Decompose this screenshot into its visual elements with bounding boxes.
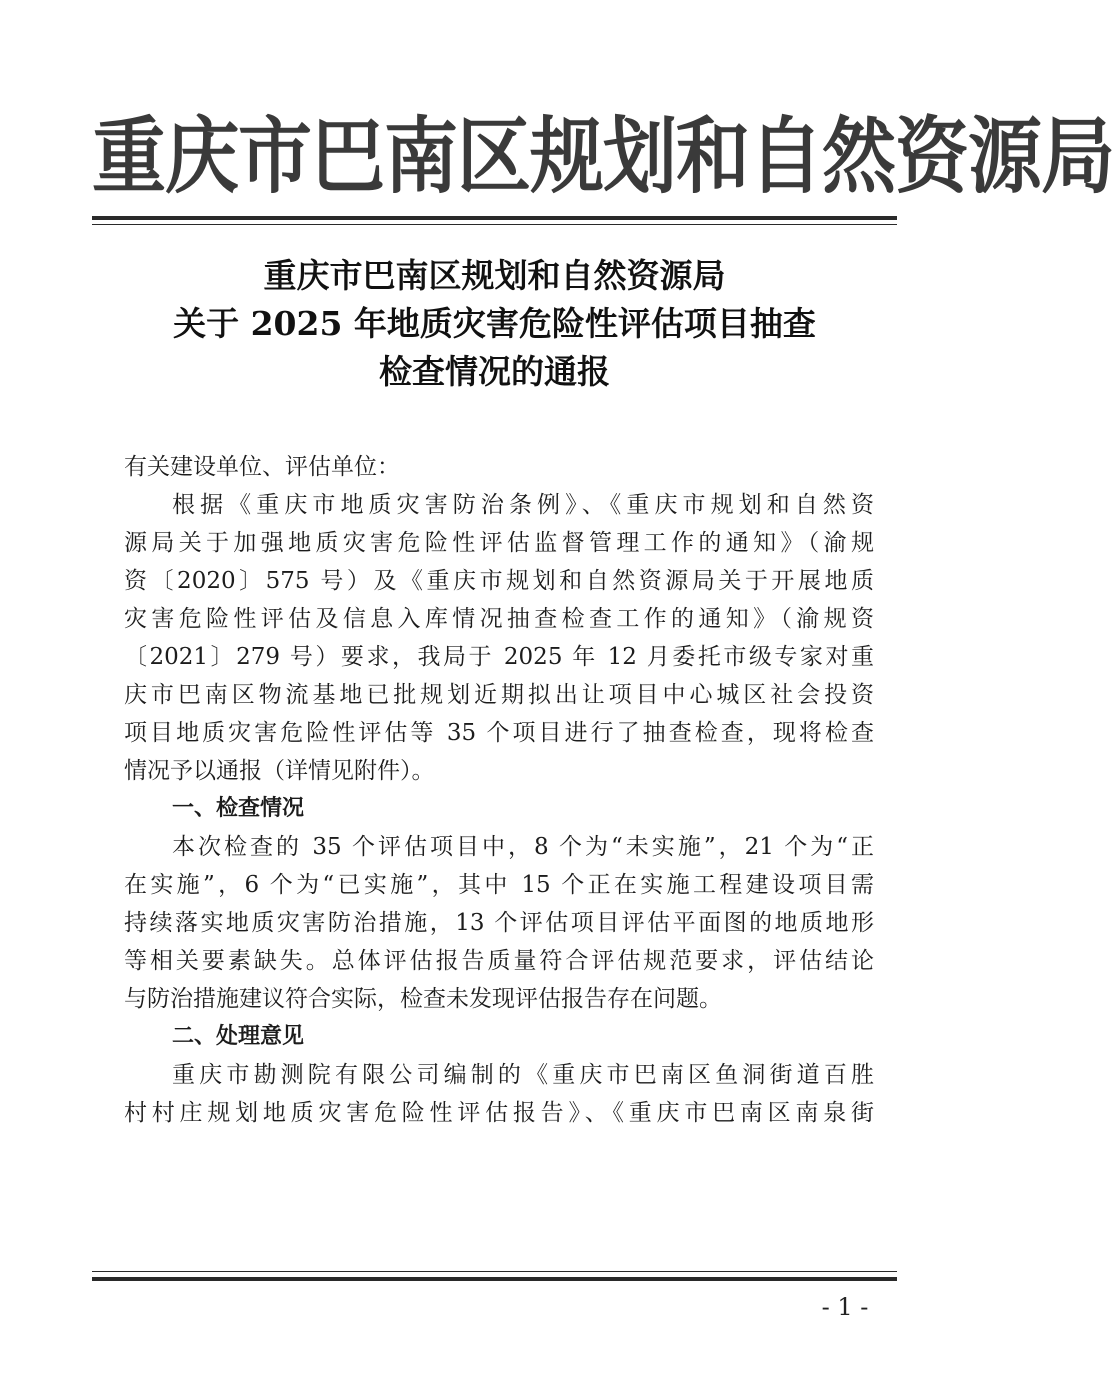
section-heading-inspection: 一、检查情况: [172, 796, 305, 821]
paragraph-line: 等相关要素缺失。总体评估报告质量符合评估规范要求，评估结论: [124, 948, 874, 974]
document-body: [124, 448, 874, 1132]
document-title: [92, 252, 897, 396]
section-heading-handling: 二、处理意见: [172, 1024, 305, 1049]
masthead-rule-thick: [92, 216, 897, 220]
title-line-3: 检查情况的通报: [379, 352, 610, 391]
page-number: - 1 -: [821, 1293, 869, 1321]
paragraph-line: 在实施”，6 个为“已实施”，其中 15 个正在实施工程建设项目需: [124, 872, 874, 898]
paragraph-line: 情况予以通报（详情见附件）。: [124, 758, 435, 784]
paragraph-line: 根据《重庆市地质灾害防治条例》、《重庆市规划和自然资: [172, 492, 874, 518]
paragraph-line: 项目地质灾害危险性评估等 35 个项目进行了抽查检查，现将检查: [124, 720, 874, 746]
paragraph-line: 重庆市勘测院有限公司编制的《重庆市巴南区鱼洞街道百胜: [172, 1062, 874, 1088]
paragraph-line: 灾害危险性评估及信息入库情况抽查检查工作的通知》（渝规资: [124, 606, 874, 632]
title-line-1: 重庆市巴南区规划和自然资源局: [263, 256, 726, 295]
paragraph-line: 村村庄规划地质灾害危险性评估报告》、《重庆市巴南区南泉街: [124, 1100, 874, 1126]
paragraph-line: 本次检查的 35 个评估项目中，8 个为“未实施”，21 个为“正: [172, 834, 874, 860]
title-line-2: 关于 2025 年地质灾害危险性评估项目抽查: [173, 304, 816, 343]
paragraph-line: 资〔2020〕575 号）及《重庆市规划和自然资源局关于开展地质: [124, 568, 874, 594]
salutation: 有关建设单位、评估单位：: [124, 454, 400, 480]
footer-rule-thick: [92, 1277, 897, 1281]
footer-rule-thin: [92, 1271, 897, 1272]
paragraph-line: 持续落实地质灾害防治措施，13 个评估项目评估平面图的地质地形: [124, 910, 874, 936]
paragraph-line: 〔2021〕279 号）要求，我局于 2025 年 12 月委托市级专家对重: [124, 644, 874, 670]
paragraph-line: 庆市巴南区物流基地已批规划近期拟出让项目中心城区社会投资: [124, 682, 874, 708]
masthead-rule-thin: [92, 224, 897, 225]
paragraph-line: 与防治措施建议符合实际，检查未发现评估报告存在问题。: [124, 986, 722, 1012]
masthead-issuer-name: 重庆市巴南区规划和自然资源局: [92, 108, 1114, 206]
paragraph-line: 源局关于加强地质灾害危险性评估监督管理工作的通知》（渝规: [124, 530, 874, 556]
